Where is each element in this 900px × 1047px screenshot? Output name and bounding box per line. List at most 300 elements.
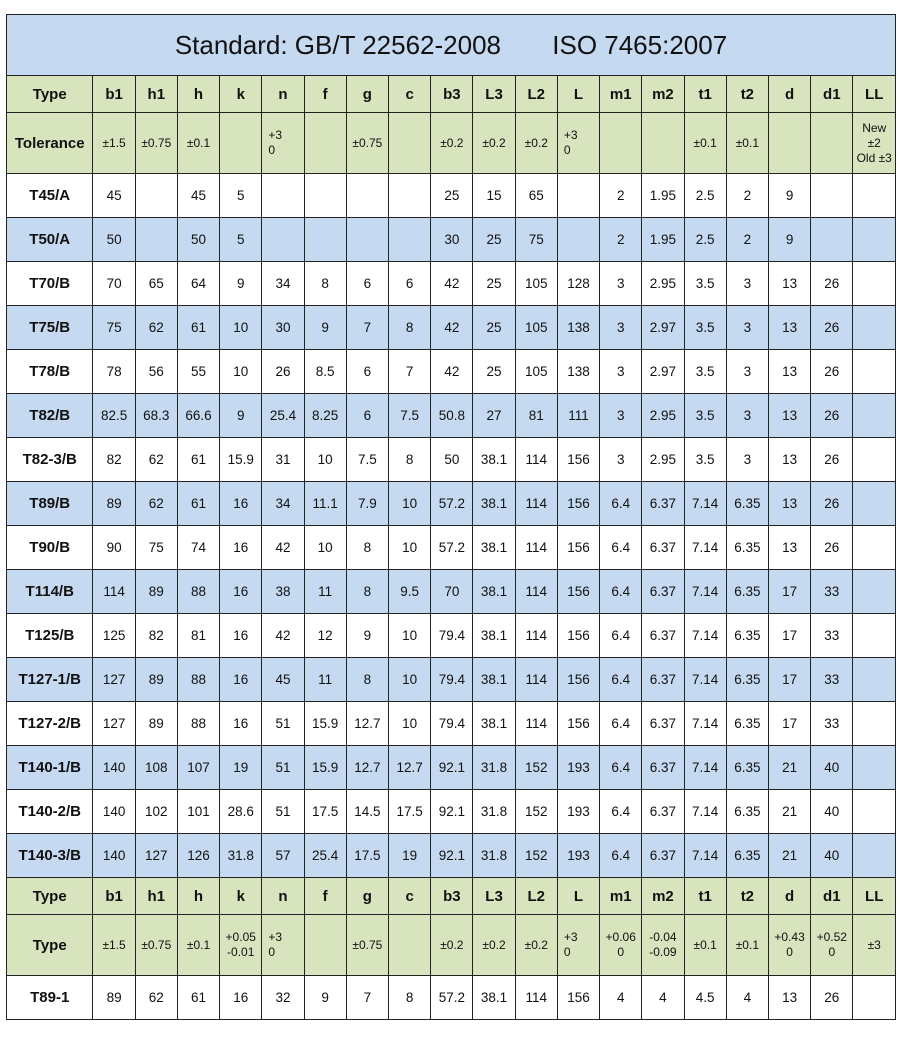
cell-t2 [726, 218, 768, 262]
cell-value: 13 [782, 320, 798, 335]
cell-g [346, 976, 388, 1020]
cell-value: 57.2 [438, 496, 465, 511]
cell-value: 6.37 [649, 716, 677, 731]
cell-n [262, 790, 304, 834]
cell-value: 38.1 [480, 672, 508, 687]
cell-d1 [811, 394, 853, 438]
cell-h [177, 350, 219, 394]
cell-value: m1 [609, 887, 632, 905]
cell-n [262, 746, 304, 790]
cell-value: 6.4 [611, 804, 631, 819]
cell-value: 14.5 [354, 804, 381, 819]
cell-t2 [726, 438, 768, 482]
cell-value: 89 [148, 672, 164, 687]
cell-value: +0.05 -0.01 [225, 930, 256, 959]
cell-value: k [236, 85, 245, 103]
cell-n [262, 350, 304, 394]
cell-b3 [431, 790, 473, 834]
cell-value: 4 [743, 990, 752, 1005]
cell-value: 156 [567, 584, 590, 599]
cell-value: 31.8 [480, 760, 508, 775]
cell-d [768, 834, 810, 878]
cell-n [262, 76, 304, 113]
cell-value: LL [865, 85, 884, 103]
table-row [7, 702, 896, 746]
cell-m1 [600, 350, 642, 394]
cell-type [7, 438, 93, 482]
cell-g [346, 526, 388, 570]
cell-value: 127 [145, 848, 168, 863]
cell-l3 [473, 394, 515, 438]
cell-value: 81 [528, 408, 544, 423]
cell-value: 10 [317, 452, 333, 467]
cell-l [557, 113, 599, 174]
cell-f [304, 218, 346, 262]
cell-d [768, 218, 810, 262]
cell-h [177, 526, 219, 570]
cell-value: 114 [525, 540, 548, 555]
cell-type [7, 834, 93, 878]
cell-t2 [726, 702, 768, 746]
cell-l [557, 878, 599, 915]
cell-g [346, 394, 388, 438]
cell-value: g [362, 887, 372, 905]
cell-value: 92.1 [438, 760, 465, 775]
cell-value: 2.95 [649, 276, 677, 291]
cell-value: 10 [317, 540, 333, 555]
cell-l [557, 218, 599, 262]
cell-value: 89 [106, 990, 122, 1005]
cell-value: ±0.1 [693, 135, 717, 150]
cell-g [346, 878, 388, 915]
cell-value: m2 [652, 887, 674, 905]
cell-h1 [135, 306, 177, 350]
cell-t1 [684, 526, 726, 570]
cell-t1 [684, 174, 726, 218]
cell-value: 114 [103, 584, 125, 599]
cell-b1 [93, 76, 135, 113]
cell-n [262, 482, 304, 526]
cell-value: 31.8 [227, 848, 254, 863]
cell-b3 [431, 834, 473, 878]
cell-t1 [684, 658, 726, 702]
cell-t1 [684, 915, 726, 976]
cell-t2 [726, 915, 768, 976]
cell-c [389, 878, 431, 915]
cell-l3 [473, 482, 515, 526]
cell-ll [853, 658, 896, 702]
cell-b3 [431, 915, 473, 976]
cell-value: 6.35 [734, 760, 761, 775]
cell-value: 61 [191, 452, 207, 467]
cell-b3 [431, 438, 473, 482]
cell-b3 [431, 262, 473, 306]
cell-value: 11 [318, 672, 333, 687]
cell-f [304, 976, 346, 1020]
cell-g [346, 614, 388, 658]
cell-value: 8 [405, 320, 414, 335]
table-row [7, 262, 896, 306]
cell-value: g [362, 85, 372, 103]
cell-b3 [431, 482, 473, 526]
cell-value: k [236, 887, 245, 905]
cell-h1 [135, 438, 177, 482]
cell-l3 [473, 878, 515, 915]
cell-value: 42 [444, 364, 460, 379]
cell-value: 42 [275, 540, 291, 555]
cell-d1 [811, 570, 853, 614]
cell-value: 15.9 [312, 760, 339, 775]
cell-value: ±0.2 [524, 937, 548, 952]
cell-value: T78/B [29, 363, 71, 380]
cell-value: 21 [782, 848, 798, 863]
cell-l2 [515, 614, 557, 658]
cell-value: 105 [525, 276, 548, 291]
cell-value: ±0.75 [352, 937, 383, 952]
cell-value: 62 [148, 452, 164, 467]
cell-value: 26 [824, 990, 840, 1005]
cell-c [389, 350, 431, 394]
cell-l [557, 746, 599, 790]
cell-value: 30 [444, 232, 460, 247]
cell-value: 15.9 [227, 452, 254, 467]
cell-d1 [811, 746, 853, 790]
cell-d [768, 702, 810, 746]
cell-value: 101 [187, 804, 210, 819]
cell-l3 [473, 113, 515, 174]
cell-f [304, 702, 346, 746]
cell-d1 [811, 350, 853, 394]
cell-type [7, 570, 93, 614]
cell-value: d [784, 85, 795, 103]
cell-c [389, 570, 431, 614]
cell-d [768, 394, 810, 438]
cell-type [7, 350, 93, 394]
cell-value: 5 [236, 232, 245, 247]
cell-l3 [473, 746, 515, 790]
cell-value: 13 [782, 276, 798, 291]
cell-value: t1 [698, 887, 712, 905]
cell-c [389, 113, 431, 174]
cell-value: 13 [782, 990, 798, 1005]
cell-f [304, 262, 346, 306]
cell-l [557, 482, 599, 526]
cell-value: 75 [528, 232, 544, 247]
cell-value: t2 [740, 85, 755, 103]
cell-value: 9 [321, 990, 329, 1005]
cell-m1 [600, 658, 642, 702]
cell-value: 8 [363, 540, 372, 555]
cell-value: 2 [743, 188, 752, 203]
cell-m2 [642, 218, 684, 262]
cell-m2 [642, 614, 684, 658]
cell-k [220, 438, 262, 482]
cell-g [346, 350, 388, 394]
table-row [7, 658, 896, 702]
cell-value: 102 [145, 804, 168, 819]
cell-l [557, 614, 599, 658]
cell-k [220, 570, 262, 614]
cell-c [389, 614, 431, 658]
cell-n [262, 113, 304, 174]
cell-value: n [278, 887, 288, 905]
cell-value: ±0.2 [440, 937, 464, 952]
cell-value: 114 [525, 584, 548, 599]
cell-h1 [135, 570, 177, 614]
cell-value: L2 [527, 85, 546, 103]
cell-m2 [642, 746, 684, 790]
cell-l [557, 658, 599, 702]
cell-value: 138 [567, 364, 590, 379]
cell-d1 [811, 614, 853, 658]
cell-value: 4 [659, 990, 667, 1005]
cell-value: 2 [616, 188, 625, 203]
cell-value: 6.4 [611, 496, 631, 511]
cell-n [262, 614, 304, 658]
cell-value: 156 [567, 990, 590, 1005]
cell-t1 [684, 438, 726, 482]
cell-value: 28.6 [227, 804, 254, 819]
cell-k [220, 915, 262, 976]
cell-value: 3.5 [695, 364, 715, 379]
cell-value: T114/B [25, 583, 74, 600]
cell-value: 105 [525, 364, 548, 379]
cell-value: 38.1 [480, 990, 508, 1005]
cell-value: 6.35 [734, 628, 761, 643]
cell-value: LL [865, 887, 884, 905]
cell-value: 6 [363, 364, 372, 379]
cell-value: 8 [363, 672, 372, 687]
cell-value: 16 [233, 990, 249, 1005]
cell-value: 9 [321, 320, 329, 335]
cell-value: T140-2/B [18, 803, 81, 820]
header-row [7, 76, 896, 113]
cell-value: 17.5 [312, 804, 339, 819]
cell-t1 [684, 976, 726, 1020]
cell-m1 [600, 614, 642, 658]
cell-value: ±1.5 [102, 135, 126, 150]
cell-n [262, 394, 304, 438]
cell-value: 25.4 [312, 848, 339, 863]
cell-l2 [515, 174, 557, 218]
cell-l2 [515, 702, 557, 746]
cell-value: T89/B [29, 495, 71, 512]
cell-h [177, 614, 219, 658]
cell-value: 156 [567, 716, 590, 731]
cell-l3 [473, 306, 515, 350]
cell-value: 13 [782, 364, 798, 379]
cell-value: 70 [444, 584, 460, 599]
cell-d [768, 658, 810, 702]
cell-value: b1 [105, 887, 123, 905]
cell-h1 [135, 76, 177, 113]
cell-value: 6.37 [649, 584, 677, 599]
cell-f [304, 834, 346, 878]
cell-l [557, 702, 599, 746]
cell-value: 1.95 [649, 188, 677, 203]
cell-value: T70/B [29, 275, 71, 292]
cell-l2 [515, 746, 557, 790]
cell-ll [853, 614, 896, 658]
cell-ll [853, 570, 896, 614]
cell-t1 [684, 834, 726, 878]
cell-value: ±0.75 [352, 135, 383, 150]
cell-l [557, 834, 599, 878]
cell-value: 12.7 [396, 760, 423, 775]
cell-type [7, 658, 93, 702]
cell-value: 75 [106, 320, 122, 335]
cell-m1 [600, 790, 642, 834]
cell-ll [853, 702, 896, 746]
cell-value: 6.35 [734, 848, 761, 863]
cell-value: 3 [743, 452, 752, 467]
cell-h [177, 262, 219, 306]
cell-value: 140 [102, 760, 126, 775]
table-row [7, 482, 896, 526]
cell-c [389, 438, 431, 482]
cell-m2 [642, 262, 684, 306]
cell-value: 38.1 [480, 628, 508, 643]
cell-value: 40 [824, 848, 840, 863]
cell-g [346, 218, 388, 262]
cell-d1 [811, 878, 853, 915]
cell-value: 6 [363, 408, 372, 423]
cell-value: +0.06 0 [605, 930, 636, 959]
cell-value: 11 [318, 584, 333, 599]
cell-value: 6.37 [649, 540, 677, 555]
cell-h [177, 394, 219, 438]
cell-h1 [135, 113, 177, 174]
cell-k [220, 746, 262, 790]
cell-value: 138 [567, 320, 590, 335]
cell-b1 [93, 915, 135, 976]
cell-h1 [135, 350, 177, 394]
cell-m1 [600, 218, 642, 262]
cell-f [304, 438, 346, 482]
cell-f [304, 526, 346, 570]
cell-b3 [431, 394, 473, 438]
cell-l [557, 394, 599, 438]
cell-l [557, 526, 599, 570]
cell-ll [853, 174, 896, 218]
cell-b3 [431, 570, 473, 614]
cell-b1 [93, 262, 135, 306]
cell-d1 [811, 438, 853, 482]
cell-n [262, 834, 304, 878]
cell-value: 3.5 [695, 276, 715, 291]
cell-value: 16 [233, 628, 249, 643]
cell-type [7, 482, 93, 526]
dimension-table-sheet [6, 14, 896, 1020]
cell-value: 6.4 [611, 540, 631, 555]
cell-l2 [515, 438, 557, 482]
cell-value: 9 [236, 276, 245, 291]
cell-d [768, 262, 810, 306]
cell-value: 7.5 [358, 452, 377, 467]
cell-l2 [515, 834, 557, 878]
cell-value: 2.97 [649, 320, 677, 335]
cell-value: 57 [275, 848, 291, 863]
cell-value: 5 [236, 188, 245, 203]
iso-label: ISO 7465:2007 [552, 29, 728, 60]
cell-value: 10 [233, 320, 249, 335]
cell-l2 [515, 350, 557, 394]
cell-d1 [811, 218, 853, 262]
cell-k [220, 350, 262, 394]
cell-value: 114 [525, 628, 548, 643]
cell-f [304, 614, 346, 658]
cell-k [220, 614, 262, 658]
cell-d [768, 76, 810, 113]
cell-value: b1 [105, 85, 123, 103]
cell-m1 [600, 570, 642, 614]
cell-b3 [431, 174, 473, 218]
cell-value: 38.1 [480, 540, 508, 555]
cell-value: T125/B [25, 627, 75, 644]
cell-value: 32 [275, 990, 291, 1005]
cell-value: 13 [782, 452, 798, 467]
cell-ll [853, 834, 896, 878]
cell-h1 [135, 790, 177, 834]
cell-value: New ±2 Old ±3 [856, 120, 892, 165]
cell-l3 [473, 262, 515, 306]
cell-value: b3 [443, 85, 461, 103]
cell-value: 25 [486, 276, 502, 291]
cell-n [262, 438, 304, 482]
cell-f [304, 570, 346, 614]
cell-value: m1 [609, 85, 632, 103]
cell-ll [853, 306, 896, 350]
cell-value: 8 [405, 452, 414, 467]
cell-t2 [726, 394, 768, 438]
table-row [7, 350, 896, 394]
cell-value: 2.5 [695, 232, 715, 247]
cell-d [768, 113, 810, 174]
cell-value: 7.14 [692, 716, 719, 731]
cell-type [7, 976, 93, 1020]
cell-value: 3 [743, 364, 752, 379]
cell-d1 [811, 702, 853, 746]
cell-c [389, 790, 431, 834]
cell-d1 [811, 113, 853, 174]
cell-value: n [278, 85, 288, 103]
header-row-secondary [7, 878, 896, 915]
cell-c [389, 174, 431, 218]
cell-value: 31.8 [480, 804, 508, 819]
table-row [7, 570, 896, 614]
cell-t1 [684, 394, 726, 438]
cell-value: L3 [485, 85, 503, 103]
cell-l2 [515, 915, 557, 976]
cell-value: +3 0 [563, 930, 578, 959]
cell-h1 [135, 746, 177, 790]
cell-b1 [93, 526, 135, 570]
cell-value: 33 [824, 716, 840, 731]
cell-l2 [515, 113, 557, 174]
cell-value: 8 [363, 584, 372, 599]
cell-h [177, 976, 219, 1020]
cell-l2 [515, 262, 557, 306]
cell-ll [853, 878, 896, 915]
table-row [7, 526, 896, 570]
cell-value: +3 0 [268, 930, 283, 959]
cell-f [304, 915, 346, 976]
cell-b3 [431, 526, 473, 570]
cell-value: 6.4 [611, 628, 631, 643]
standard-label: Standard: GB/T 22562-2008 [174, 29, 502, 60]
cell-t1 [684, 482, 726, 526]
cell-value: 7.14 [692, 496, 719, 511]
